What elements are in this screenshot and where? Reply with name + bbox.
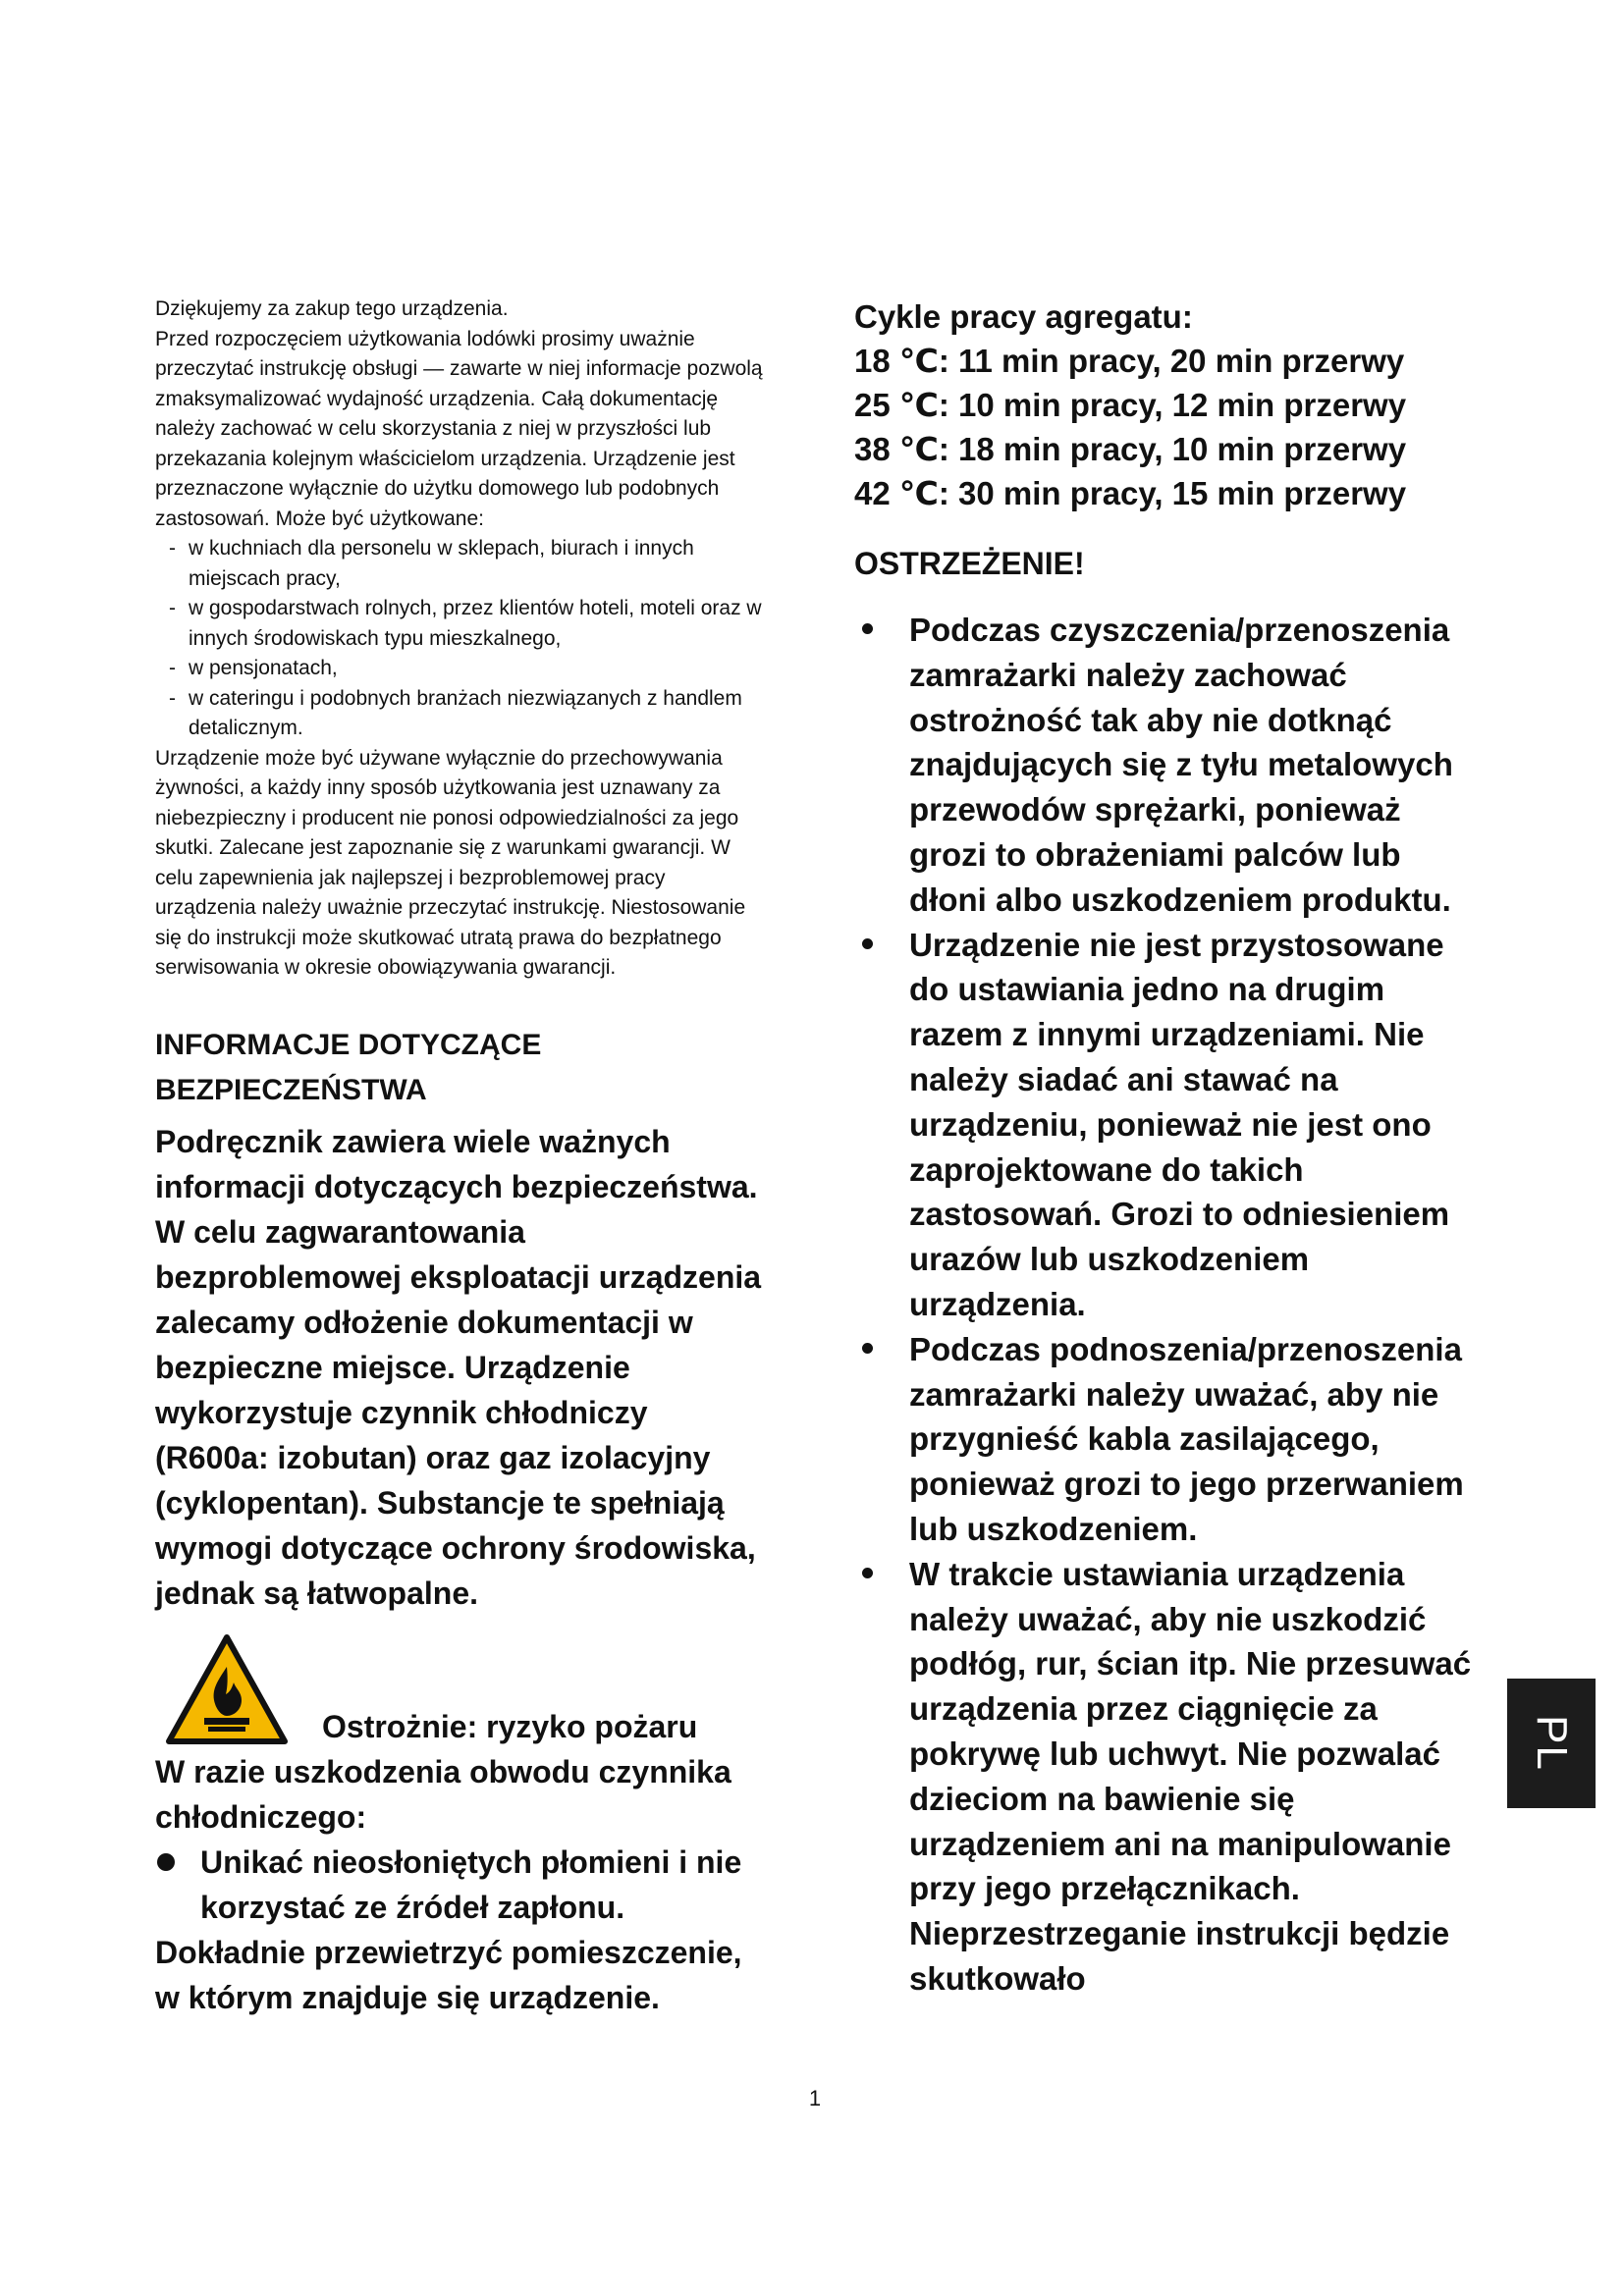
- left-column: [155, 294, 766, 2020]
- flammable-warning-icon: [163, 1631, 291, 1747]
- bullet-icon: [862, 938, 873, 949]
- fire-warning-row: [155, 1631, 766, 1749]
- intro-paragraph-2: Urządzenie może być używane wyłącznie do przechowywania żywności, a każdy inny sposób użytkowania jest uznawany za niebezpieczny i producent nie ponosi odpowiedzialności za jego skutki. Zalecane jest zapoznanie się z warunkami gwarancji. W celu zapewnienia jak najlepszej i bezproblemowej pracy urządzenia należy uważnie przeczytać instrukcję. Niestosowanie się do instrukcji może skutkować utratą prawa do bezpłatnego serwisowania w okresie obowiązywania gwarancji.: [155, 746, 746, 979]
- bullet-icon: [157, 1853, 175, 1871]
- uses-list-item: - w gospodarstwach rolnych, przez klientów hoteli, moteli oraz w innych środowiskach typu mieszkalnego,: [169, 594, 766, 654]
- language-tab: [1507, 1679, 1596, 1808]
- intro-paragraph-1: Dziękujemy za zakup tego urządzenia. Przed rozpoczęciem użytkowania lodówki prosimy uważnie przeczytać instrukcję obsługi — zawarte w niej informacje pozwolą zmaksymalizować wydajność urządzenia. Całą dokumentację należy zachować w celu skorzystania z niej w przyszłości lub przekazania kolejnym właścicielom urządzenia. Urządzenie jest przeznaczone wyłącznie do użytku domowego lub podobnych zastosowań. Może być użytkowane:: [155, 297, 763, 530]
- bullet-icon: [862, 1568, 873, 1578]
- bullet-icon: [862, 1343, 873, 1354]
- cycles-title: Cykle pracy agregatu:: [854, 298, 1193, 335]
- warning-item-text: Podczas podnoszenia/przenoszenia zamrażarki należy uważać, aby nie przygnieść kabla zasilającego, ponieważ grozi to jego przerwaniem lub uszkodzeniem.: [909, 1330, 1464, 1547]
- warning-title: OSTRZEŻENIE!: [854, 546, 1085, 581]
- warning-item: [854, 923, 1483, 1327]
- uses-list-item: - w cateringu i podobnych branżach niezwiązanych z handlem detalicznym.: [169, 684, 766, 744]
- warning-item-text: Urządzenie nie jest przystosowane do ustawiania jedno na drugim razem z innymi urządzeniami. Nie należy siadać ani stawać na urządzeniu, ponieważ nie jest ono zaprojektowane do takich zastosowań. Grozi to odniesieniem urazów lub uszkodzeniem urządzenia.: [909, 926, 1450, 1322]
- damage-bullet: [155, 1840, 766, 1930]
- page-number: 1: [808, 2086, 822, 2110]
- intro-text: [155, 294, 766, 984]
- warning-item: [854, 1552, 1483, 2002]
- safety-heading: INFORMACJE DOTYCZĄCE BEZPIECZEŃSTWA: [155, 1028, 542, 1106]
- cycle-row: 18 ℃: 11 min pracy, 20 min przerwy: [854, 343, 1405, 379]
- cycle-row: 25 ℃: 10 min pracy, 12 min przerwy: [854, 387, 1407, 423]
- uses-list: [155, 534, 766, 744]
- cycle-row: 38 ℃: 18 min pracy, 10 min przerwy: [854, 431, 1407, 467]
- warning-item-text: W trakcie ustawiania urządzenia należy uważać, aby nie uszkodzić podłóg, rur, ścian itp. Nie przesuwać urządzenia przez ciągnięcie za pokrywę lub uchwyt. Nie pozwalać dzieciom na bawienie się urządzeniem ani na manipulowanie przy jego przełącznikach. Nieprzestrzeganie instrukcji będzie skutkowało: [909, 1555, 1472, 1997]
- ventilate-text: Dokładnie przewietrzyć pomieszczenie, w którym znajduje się urządzenie.: [155, 1934, 742, 2015]
- warning-item-text: Podczas czyszczenia/przenoszenia zamrażarki należy zachować ostrożność tak aby nie dotknąć znajdujących się z tyłu metalowych przewodów sprężarki, ponieważ grozi to obrażeniami palców lub dłoni albo uszkodzeniem produktu.: [909, 612, 1453, 918]
- uses-list-item: - w kuchniach dla personelu w sklepach, biurach i innych miejscach pracy,: [169, 534, 766, 594]
- language-tab-label: PL: [1527, 1715, 1576, 1772]
- fire-warning-caption: Ostrożnie: ryzyko pożaru: [322, 1708, 698, 1744]
- damage-intro: W razie uszkodzenia obwodu czynnika chłodniczego:: [155, 1753, 731, 1835]
- cycles-list: [854, 339, 1483, 515]
- damage-bullet-text: Unikać nieosłoniętych płomieni i nie korzystać ze źródeł zapłonu.: [200, 1843, 742, 1925]
- bullet-icon: [862, 623, 873, 634]
- warning-item: [854, 1327, 1483, 1552]
- right-column: [854, 294, 1483, 2002]
- cycle-row: 42 ℃: 30 min pracy, 15 min przerwy: [854, 475, 1407, 511]
- uses-list-item: - w pensjonatach,: [169, 654, 766, 684]
- warning-item: [854, 608, 1483, 923]
- safety-body: Podręcznik zawiera wiele ważnych informacji dotyczących bezpieczeństwa. W celu zagwarantowania bezproblemowej eksploatacji urządzenia zalecamy odłożenie dokumentacji w bezpieczne miejsce. Urządzenie wykorzystuje czynnik chłodniczy (R600a: izobutan) oraz gaz izolacyjny (cyklopentan). Substancje te spełniają wymogi dotyczące ochrony środowiska, jednak są łatwopalne.: [155, 1123, 762, 1611]
- warning-list: [854, 608, 1483, 2002]
